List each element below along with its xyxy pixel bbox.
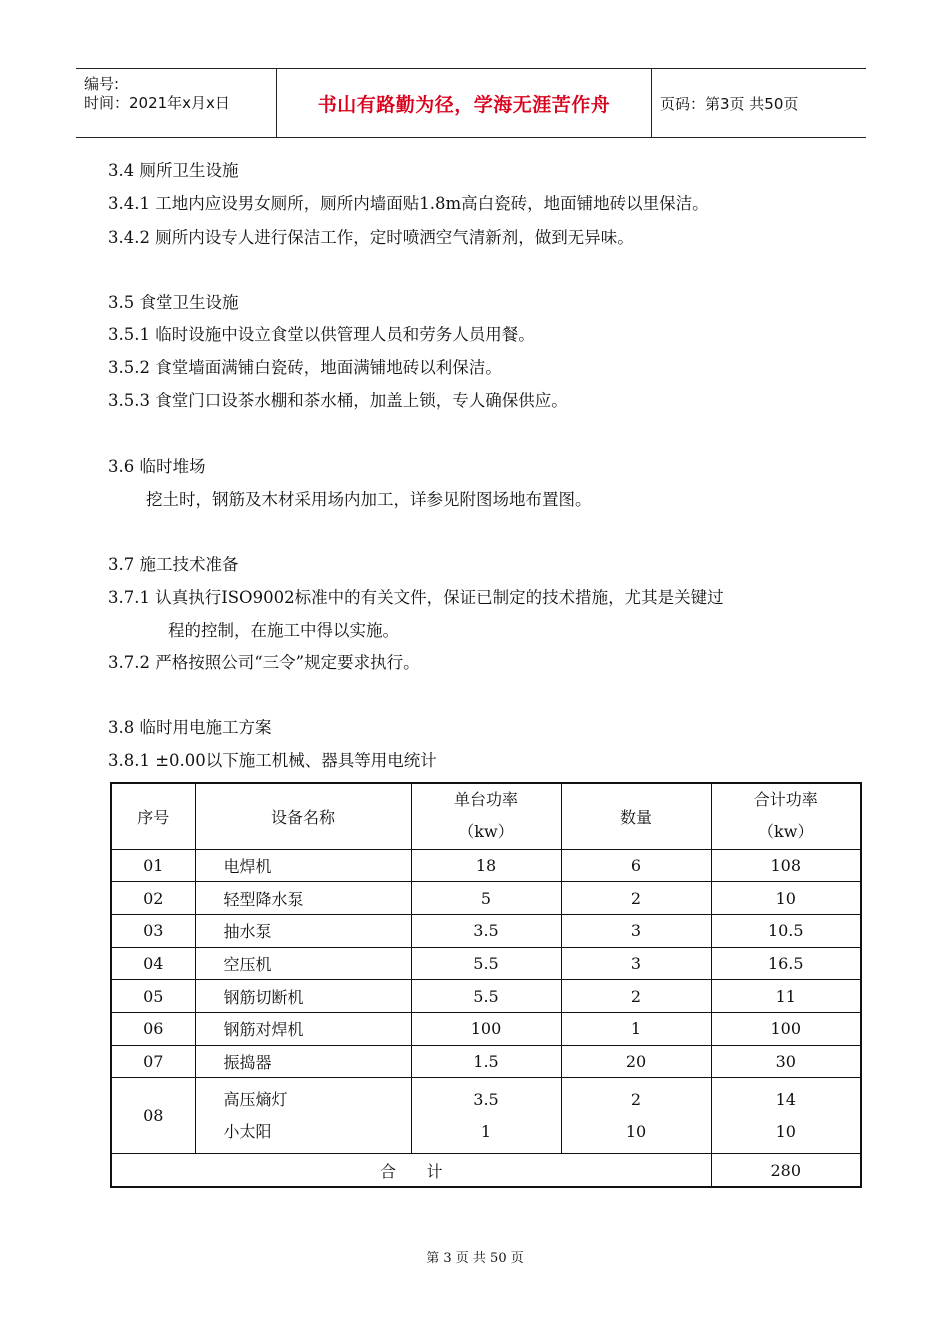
- header-name: 设备名称: [195, 783, 411, 849]
- motto: 书山有路勤为径，学海无涯苦作舟: [317, 93, 611, 116]
- header-unit-power-title: 单台功率: [453, 790, 518, 810]
- row-qty: 20: [561, 1045, 711, 1078]
- table-row: [111, 914, 861, 947]
- table-row: [111, 980, 861, 1013]
- section-3-8-1: 3.8.1 ±0.00以下施工机械、器具等用电统计: [108, 751, 437, 770]
- row-no: 08: [111, 1078, 195, 1154]
- row-power: 18: [411, 849, 561, 882]
- header-left-cell: [76, 69, 276, 137]
- table-sum-row: [111, 1154, 861, 1187]
- row-name: 振捣器: [195, 1045, 411, 1078]
- section-3-7-1-line1: 3.7.1 认真执行ISO9002标准中的有关文件，保证已制定的技术措施，尤其是关键过: [108, 588, 724, 607]
- page-header: [76, 68, 866, 138]
- row-qty-1: 2: [630, 1089, 642, 1109]
- row-total: 11: [711, 980, 861, 1013]
- row-no: 04: [111, 947, 195, 980]
- section-3-4-1: 3.4.1 工地内应设男女厕所，厕所内墙面贴1.8m高白瓷砖，地面铺地砖以里保洁。: [108, 194, 709, 213]
- row-power-2: 1: [480, 1121, 492, 1141]
- table-row: [111, 849, 861, 882]
- table-header-row: [111, 783, 861, 849]
- section-3-5-title: 3.5 食堂卫生设施: [108, 293, 239, 312]
- row-power: 5.5: [411, 947, 561, 980]
- row-total: 16.5: [711, 947, 861, 980]
- sum-value: 280: [711, 1154, 861, 1187]
- row-power-1: 3.5: [473, 1089, 499, 1109]
- row-qty: 6: [561, 849, 711, 882]
- row-no: 03: [111, 914, 195, 947]
- section-3-8-title: 3.8 临时用电施工方案: [108, 718, 272, 737]
- row-name: 抽水泵: [195, 914, 411, 947]
- row-no: 05: [111, 980, 195, 1013]
- section-3-5-3: 3.5.3 食堂门口设茶水棚和茶水桶，加盖上锁，专人确保供应。: [108, 391, 568, 410]
- table-row: [111, 947, 861, 980]
- row-total: 10: [711, 882, 861, 915]
- section-3-4-2: 3.4.2 厕所内设专人进行保洁工作，定时喷洒空气清新剂，做到无异味。: [108, 228, 634, 247]
- section-3-5-2: 3.5.2 食堂墙面满铺白瓷砖，地面满铺地砖以利保洁。: [108, 358, 502, 377]
- header-total-power-unit: （kw）: [758, 822, 814, 842]
- table-row: [111, 882, 861, 915]
- page-info: 页码：第3页 共50页: [660, 94, 799, 113]
- sum-label: 合 计: [111, 1154, 711, 1187]
- row-no: 02: [111, 882, 195, 915]
- header-total-power: [711, 783, 861, 849]
- table-row: [111, 1045, 861, 1078]
- header-qty: 数量: [561, 783, 711, 849]
- row-power: 100: [411, 1012, 561, 1045]
- row-no: 07: [111, 1045, 195, 1078]
- section-3-7-title: 3.7 施工技术准备: [108, 555, 239, 574]
- row-no: 01: [111, 849, 195, 882]
- code-label: 编号:: [84, 75, 120, 93]
- row-name: 钢筋切断机: [195, 980, 411, 1013]
- row-qty: 2: [561, 882, 711, 915]
- row-qty: 3: [561, 914, 711, 947]
- row-name-1: 高压熵灯: [223, 1089, 288, 1109]
- row-total: 108: [711, 849, 861, 882]
- date-label: 时间：2021年x月x日: [84, 94, 230, 112]
- section-3-7-1-line2: 程的控制，在施工中得以实施。: [168, 621, 399, 640]
- row-power: [411, 1078, 561, 1154]
- row-power: 1.5: [411, 1045, 561, 1078]
- row-total: 30: [711, 1045, 861, 1078]
- row-qty: 2: [561, 980, 711, 1013]
- section-3-6-body: 挖土时，钢筋及木材采用场内加工，详参见附图场地布置图。: [146, 490, 592, 509]
- table-row: [111, 1012, 861, 1045]
- row-no: 06: [111, 1012, 195, 1045]
- row-qty: 3: [561, 947, 711, 980]
- row-name: 空压机: [195, 947, 411, 980]
- row-total: [711, 1078, 861, 1154]
- section-3-6-title: 3.6 临时堆场: [108, 457, 206, 476]
- row-qty-2: 10: [625, 1121, 647, 1141]
- row-total: 10.5: [711, 914, 861, 947]
- row-qty: [561, 1078, 711, 1154]
- section-3-7-2: 3.7.2 严格按照公司“三令”规定要求执行。: [108, 653, 420, 672]
- row-name-2: 小太阳: [223, 1121, 272, 1141]
- header-unit-power: [411, 783, 561, 849]
- header-unit-power-unit: （kw）: [458, 822, 514, 842]
- row-name: [195, 1078, 411, 1154]
- header-no: 序号: [111, 783, 195, 849]
- header-motto-cell: [276, 69, 652, 137]
- row-power: 5: [411, 882, 561, 915]
- section-3-4-title: 3.4 厕所卫生设施: [108, 161, 239, 180]
- row-name: 轻型降水泵: [195, 882, 411, 915]
- row-qty: 1: [561, 1012, 711, 1045]
- row-total: 100: [711, 1012, 861, 1045]
- row-total-1: 14: [775, 1089, 796, 1109]
- row-power: 5.5: [411, 980, 561, 1013]
- equipment-power-table: [110, 782, 862, 1188]
- section-3-5-1: 3.5.1 临时设施中设立食堂以供管理人员和劳务人员用餐。: [108, 325, 535, 344]
- header-page-cell: [650, 69, 866, 137]
- row-name: 电焊机: [195, 849, 411, 882]
- row-total-2: 10: [775, 1121, 796, 1141]
- header-total-power-title: 合计功率: [753, 790, 818, 810]
- row-power: 3.5: [411, 914, 561, 947]
- page-footer: 第 3 页 共 50 页: [426, 1251, 524, 1266]
- row-name: 钢筋对焊机: [195, 1012, 411, 1045]
- table-row: [111, 1078, 861, 1154]
